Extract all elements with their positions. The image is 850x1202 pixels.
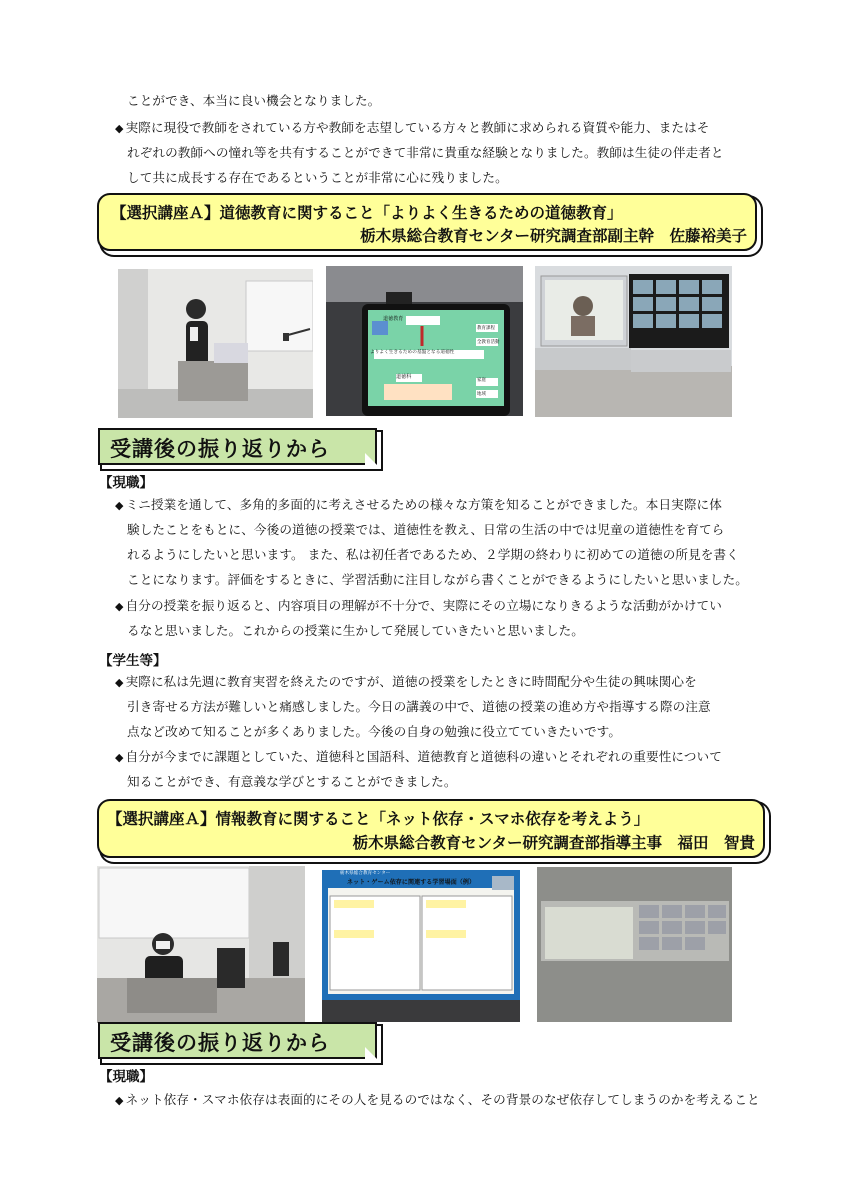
lecture-a-title: 【選択講座Ａ】道徳教育に関すること「よりよく生きるための道徳教育」 (111, 204, 623, 222)
slide-tag: 全教育活動 (477, 340, 500, 345)
bullet-icon: ◆ (115, 600, 124, 613)
bullet-icon: ◆ (115, 122, 124, 135)
banner-corner (365, 453, 377, 465)
comment-line: ◆ 自分の授業を振り返ると、内容項目の理解が不十分で、実際にその立場になりきるような活動がかけてい (115, 598, 722, 613)
intro-line: れぞれの教師への憧れ等を共有することができて非常に貴重な経験となりました。教師は生徒の伴走者と (127, 145, 724, 160)
comment-line: 験したことをもとに、今後の道徳の授業では、道徳性を教え、日常の生活の中では児童の道徳性を育てら (127, 522, 725, 537)
slide-text-mid: よりよく生きるための基盤となる道徳性 (370, 350, 455, 355)
lecture-a-photo-speaker (118, 269, 313, 418)
slide-heading-text: ネット・ゲーム依存に関連する学習場面（例） (347, 879, 476, 886)
bullet-icon: ◆ (115, 1094, 124, 1107)
lecture-b-title-box (97, 799, 765, 858)
section-1-banner (98, 428, 377, 465)
comment-line: ことになります。評価をするときに、学習活動に注目しながら書くことができるようにしたいと思いました。 (127, 572, 748, 587)
slide-tag: 家庭 (477, 378, 486, 383)
section-1-student-label: 【学生等】 (99, 653, 167, 669)
section-2-banner (98, 1022, 377, 1059)
lecture-a-title-box (97, 193, 757, 251)
bullet-icon: ◆ (115, 751, 124, 764)
intro-line: ことができ、本当に良い機会となりました。 (127, 93, 381, 108)
lecture-b-title: 【選択講座Ａ】情報教育に関すること「ネット依存・スマホ依存を考えよう」 (107, 810, 650, 828)
comment-line: るなと思いました。これからの授業に生かして発展していきたいと思いました。 (127, 623, 584, 638)
comment-line: 引き寄せる方法が難しいと痛感しました。今日の講義の中で、道徳の授業の進め方や指導する際の注意 (127, 699, 711, 714)
section-2-banner-text: 受講後の振り返りから (110, 1031, 330, 1055)
bullet-icon: ◆ (115, 676, 124, 689)
comment-line: ◆ ミニ授業を通して、多角的多面的に考えさせるための様々な方策を知ることができました。本日実際に体 (115, 497, 722, 512)
section-1-banner-text: 受講後の振り返りから (110, 437, 330, 461)
lecture-a-photo-laptops (535, 266, 732, 417)
slide-org-text: 栃木県総合教育センター (340, 871, 391, 876)
lecture-b-speaker: 栃木県総合教育センター研究調査部指導主事 福田 智貴 (352, 834, 755, 852)
lecture-a-speaker: 栃木県総合教育センター研究調査部副主幹 佐藤裕美子 (360, 227, 747, 245)
comment-line: ◆ 自分が今までに課題としていた、道徳科と国語科、道徳教育と道徳科の違いとそれぞれの重要性について (115, 749, 722, 764)
section-1-current-label: 【現職】 (99, 475, 153, 491)
lecture-b-photo-projection (537, 867, 732, 1022)
comment-line: ◆ 実際に私は先週に教育実習を終えたのですが、道徳の授業をしたときに時間配分や生徒の興味関心を (115, 674, 697, 689)
intro-line: ◆ 実際に現役で教師をされている方や教師を志望している方々と教師に求められる資質や能力、またはそ (115, 120, 710, 135)
comment-line: 知ることができ、有意義な学びとすることができました。 (127, 774, 457, 789)
lecture-b-photo-slide (322, 870, 520, 1022)
lecture-b-photo-speaker (97, 866, 305, 1023)
section-2-current-label: 【現職】 (99, 1069, 153, 1085)
comment-line: 点など改めて知ることが多くありました。今後の自身の勉強に役立てていきたいです。 (127, 724, 622, 739)
comment-line: ◆ ネット依存・スマホ依存は表面的にその人を見るのではなく、その背景のなぜ依存してしまうのかを考えること (115, 1092, 760, 1107)
slide-tag: 教育課程 (477, 326, 495, 331)
bullet-icon: ◆ (115, 499, 124, 512)
intro-line: して共に成長する存在であるということが非常に心に残りました。 (127, 170, 508, 185)
comment-line: れるようにしたいと思います。 また、私は初任者であるため、２学期の終わりに初めての道徳の所見を書く (127, 547, 739, 562)
banner-corner (365, 1047, 377, 1059)
slide-tag: 地域 (477, 392, 486, 397)
slide-text-top: 道徳教育 (383, 316, 404, 322)
slide-text-bottom: 道徳科 (396, 374, 412, 380)
